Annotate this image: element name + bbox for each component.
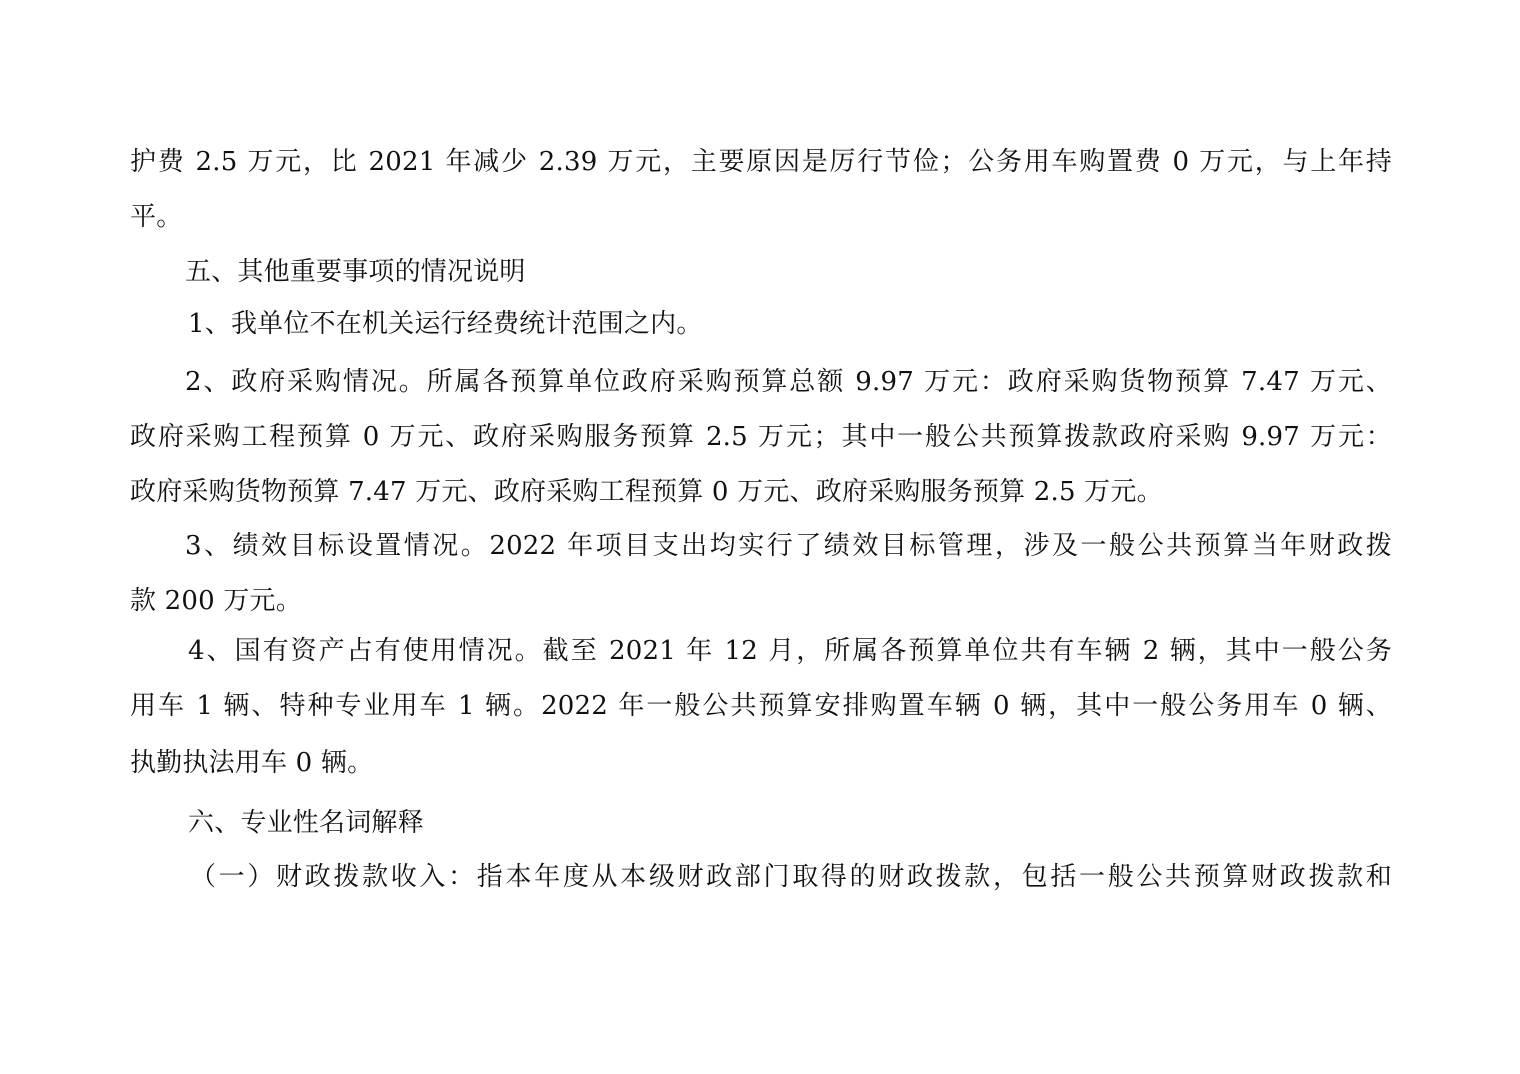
section-heading-5: 五、其他重要事项的情况说明 bbox=[185, 257, 526, 287]
paragraph-line-1: 护费 2.5 万元，比 2021 年减少 2.39 万元，主要原因是厉行节俭；公务用车购置费 0 万元，与上年持 bbox=[130, 147, 1392, 177]
item-4-line-2: 用车 1 辆、特种专业用车 1 辆。2022 年一般公共预算安排购置车辆 0 辆，其中一般公务用车 0 辆、 bbox=[130, 691, 1392, 721]
item-2-line-1: 2、政府采购情况。所属各预算单位政府采购预算总额 9.97 万元：政府采购货物预算 7.47 万元、 bbox=[185, 367, 1392, 397]
item-2-line-3: 政府采购货物预算 7.47 万元、政府采购工程预算 0 万元、政府采购服务预算 2.5 万元。 bbox=[130, 477, 1163, 507]
item-4-line-3: 执勤执法用车 0 辆。 bbox=[130, 748, 374, 778]
item-1-line: 1、我单位不在机关运行经费统计范围之内。 bbox=[188, 309, 703, 339]
paragraph-line-2: 平。 bbox=[130, 202, 183, 232]
item-4-line-1: 4、国有资产占有使用情况。截至 2021 年 12 月，所属各预算单位共有车辆 2 辆，其中一般公务 bbox=[188, 636, 1392, 666]
section-heading-6: 六、专业性名词解释 bbox=[188, 808, 424, 838]
item-2-line-2: 政府采购工程预算 0 万元、政府采购服务预算 2.5 万元；其中一般公共预算拨款政府采购 9.97 万元： bbox=[130, 422, 1392, 452]
item-3-line-2: 款 200 万元。 bbox=[130, 586, 302, 616]
definition-1-line-1: （一）财政拨款收入：指本年度从本级财政部门取得的财政拨款，包括一般公共预算财政拨款和 bbox=[190, 862, 1392, 892]
item-3-line-1: 3、绩效目标设置情况。2022 年项目支出均实行了绩效目标管理，涉及一般公共预算当年财政拨 bbox=[185, 531, 1392, 561]
